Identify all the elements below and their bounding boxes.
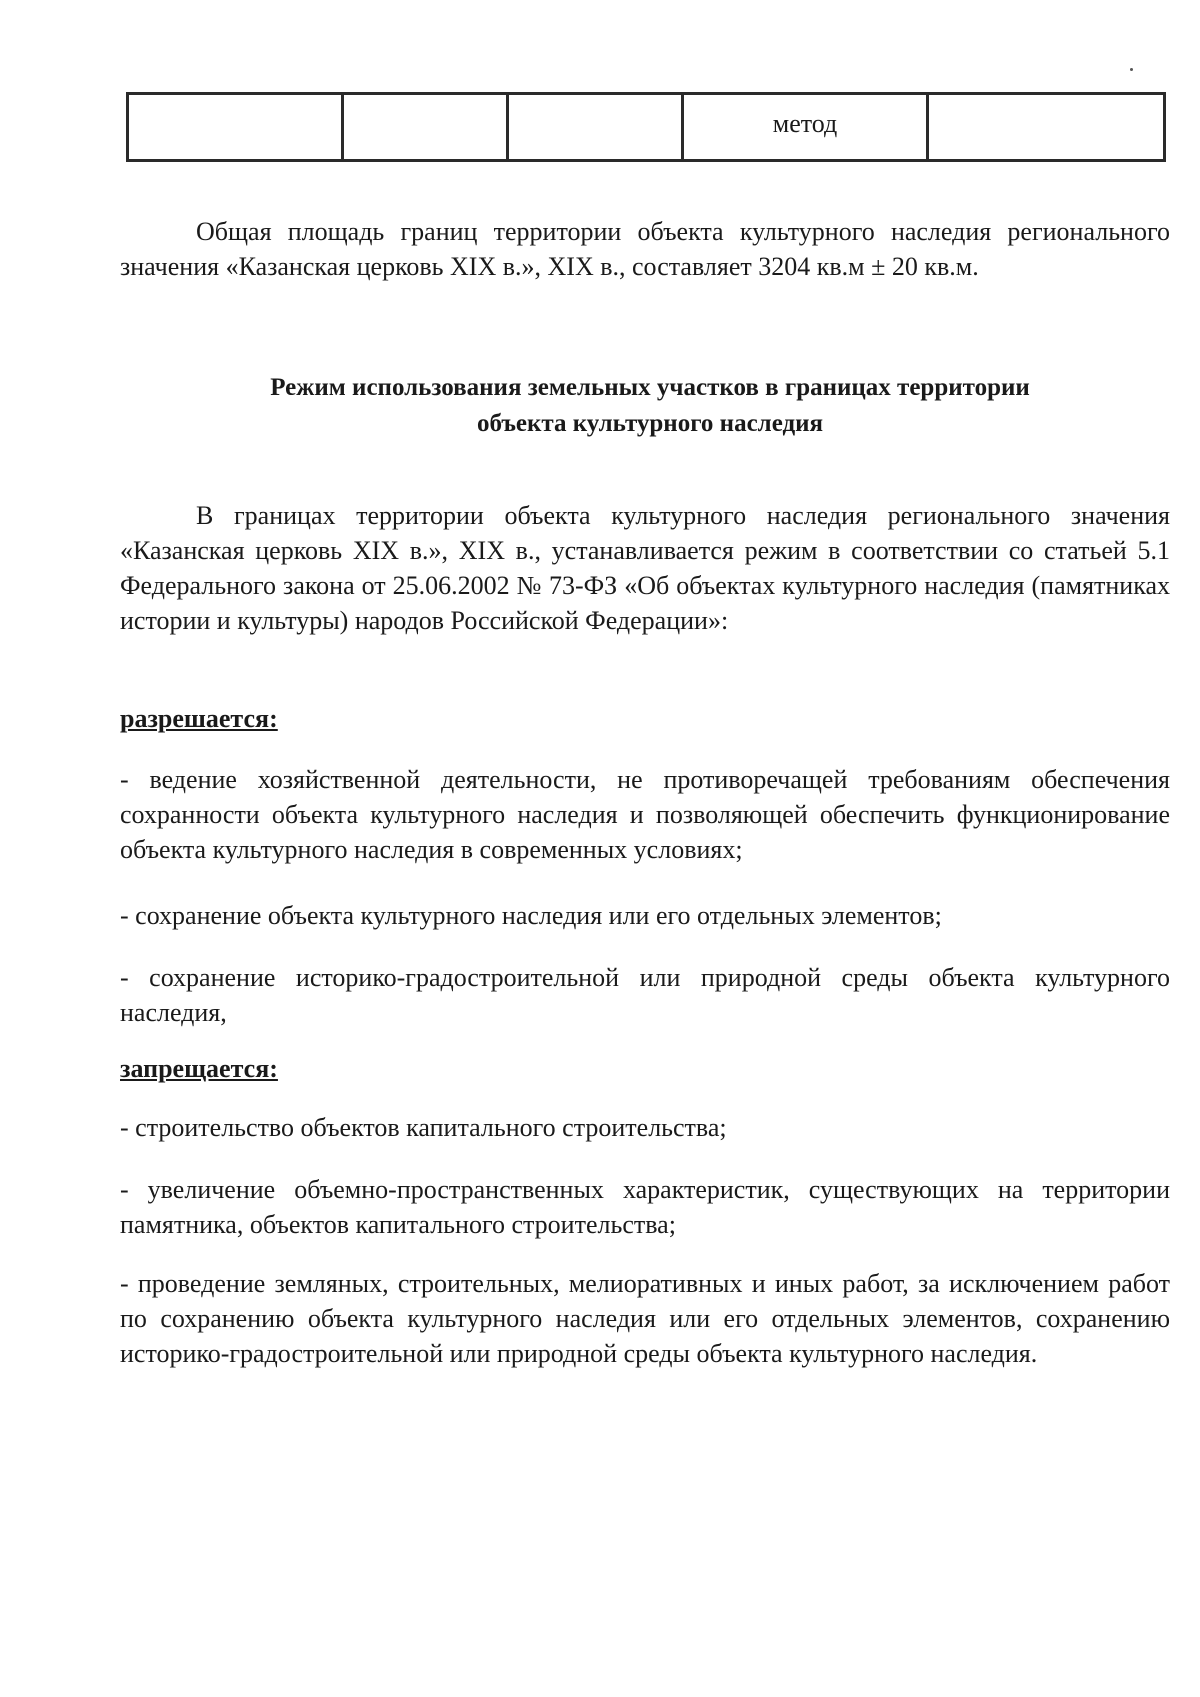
allowed-item: - ведение хозяйственной деятельности, не противоречащей требованиям обеспечения сохранности объекта культурного наследия и позволяющей обеспечить функционирование объекта культурного наследия в современных условиях; bbox=[120, 765, 1170, 864]
section-heading-line: объекта культурного наследия bbox=[476, 410, 824, 437]
section-heading bbox=[120, 370, 1180, 442]
scan-speck bbox=[1130, 68, 1133, 71]
method-table bbox=[126, 92, 1166, 162]
table-cell: метод bbox=[683, 94, 928, 161]
section-heading-line: Режим использования земельных участков в границах территории bbox=[270, 374, 1030, 401]
table-row bbox=[128, 94, 1165, 161]
forbidden-item: - проведение земляных, строительных, мелиоративных и иных работ, за исключением работ по сохранению объекта культурного наследия или его отдельных элементов, сохранению историко-градостроительной или природной среды объекта культурного наследия. bbox=[120, 1269, 1170, 1368]
allowed-label: разрешается: bbox=[120, 704, 278, 733]
regime-paragraph: В границах территории объекта культурного наследия регионального значения «Казанская церковь XIX в.», XIX в., устанавливается режим в соответствии со статьей 5.1 Федерального закона от 25.06.2002 № 73-ФЗ «Об объектах культурного наследия (памятниках истории и культуры) народов Российской Федерации»: bbox=[120, 501, 1170, 635]
allowed-item: - сохранение объекта культурного наследия или его отдельных элементов; bbox=[120, 901, 942, 930]
area-paragraph: Общая площадь границ территории объекта культурного наследия регионального значения «Казанская церковь XIX в.», XIX в., составляет 3204 кв.м ± 20 кв.м. bbox=[120, 217, 1170, 281]
forbidden-item: - увеличение объемно-пространственных характеристик, существующих на территории памятника, объектов капитального строительства; bbox=[120, 1175, 1170, 1239]
allowed-item: - сохранение историко-градостроительной или природной среды объекта культурного наследия, bbox=[120, 963, 1170, 1027]
table-cell bbox=[928, 94, 1165, 161]
table-cell bbox=[508, 94, 683, 161]
table-cell bbox=[128, 94, 343, 161]
table-cell bbox=[343, 94, 508, 161]
forbidden-item: - строительство объектов капитального строительства; bbox=[120, 1113, 727, 1142]
forbidden-label: запрещается: bbox=[120, 1054, 278, 1083]
